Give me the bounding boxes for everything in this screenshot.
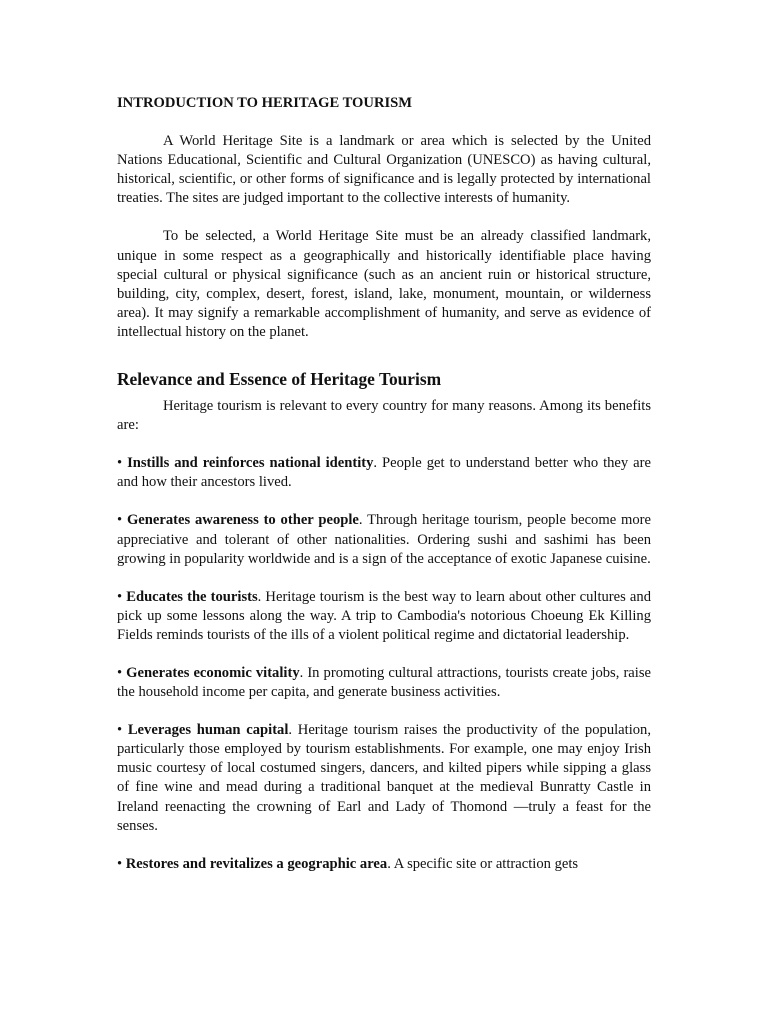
benefit-text: . Through heritage tourism, people become more appreciative and tolerant of other nationalities. Ordering sushi and sashimi has been growing in popularity worldwide and is a sign of the acceptance of exotic Japanese cuisine.	[117, 512, 651, 567]
benefit-item	[117, 721, 651, 836]
document-title: INTRODUCTION TO HERITAGE TOURISM	[117, 95, 413, 111]
bullet-symbol: •	[117, 722, 123, 739]
benefit-item	[117, 855, 651, 874]
benefit-text: . Heritage tourism raises the productivity of the population, particularly those employed by tourism establishments. For example, one may enjoy Irish music courtesy of local costumed singers, dancers, and kilted pipers while sipping a glass of fine wine and mead during a traditional banquet at the medieval Bunratty Castle in Ireland reenacting the crowning of Earl and Lady of Thomond —truly a feast for the senses.	[117, 722, 651, 834]
section-intro-paragraph: Heritage tourism is relevant to every country for many reasons. Among its benefits are:	[117, 398, 651, 434]
benefit-lead: Leverages human capital	[127, 722, 289, 739]
benefit-lead: Instills and reinforces national identity	[127, 455, 374, 472]
intro-paragraph: A World Heritage Site is a landmark or area which is selected by the United Nations Educational, Scientific and Cultural Organization (UNESCO) as having cultural, historical, scientific, or other forms of significance and is legally protected by international treaties. The sites are judged important to the collective interests of humanity.	[117, 133, 651, 207]
bullet-symbol: •	[117, 588, 123, 605]
benefit-item	[117, 664, 651, 702]
benefit-lead: Educates the tourists	[126, 588, 258, 605]
bullet-symbol: •	[117, 455, 123, 472]
benefit-lead: Restores and revitalizes a geographic area	[125, 855, 388, 872]
bullet-symbol: •	[117, 664, 123, 681]
benefit-lead: Generates economic vitality	[126, 664, 300, 681]
benefit-item	[117, 511, 651, 568]
benefit-text: . In promoting cultural attractions, tourists create jobs, raise the household income per capita, and generate business activities.	[117, 664, 651, 701]
benefit-text: . Heritage tourism is the best way to learn about other cultures and pick up some lessons along the way. A trip to Cambodia's notorious Choeung Ek Killing Fields reminds tourists of the ills of a violent political regime and dictatorial leadership.	[117, 588, 651, 643]
benefit-item	[117, 454, 651, 492]
benefit-text: . A specific site or attraction gets	[387, 855, 579, 872]
document-body	[117, 94, 651, 893]
benefit-lead: Generates awareness to other people	[126, 512, 359, 529]
intro-paragraph: To be selected, a World Heritage Site must be an already classified landmark, unique in some respect as a geographically and historically identifiable place having special cultural or physical significance (such as an ancient ruin or historical structure, building, city, complex, desert, forest, island, lake, monument, mountain, or wilderness area). It may signify a remarkable accomplishment of humanity, and serve as evidence of intellectual history on the planet.	[117, 228, 651, 340]
bullet-symbol: •	[117, 855, 123, 872]
section-heading: Relevance and Essence of Heritage Tourism	[117, 369, 442, 390]
bullet-symbol: •	[117, 512, 123, 529]
benefit-item	[117, 588, 651, 645]
benefit-text: . People get to understand better who they are and how their ancestors lived.	[117, 455, 651, 491]
benefits-list	[117, 454, 651, 874]
